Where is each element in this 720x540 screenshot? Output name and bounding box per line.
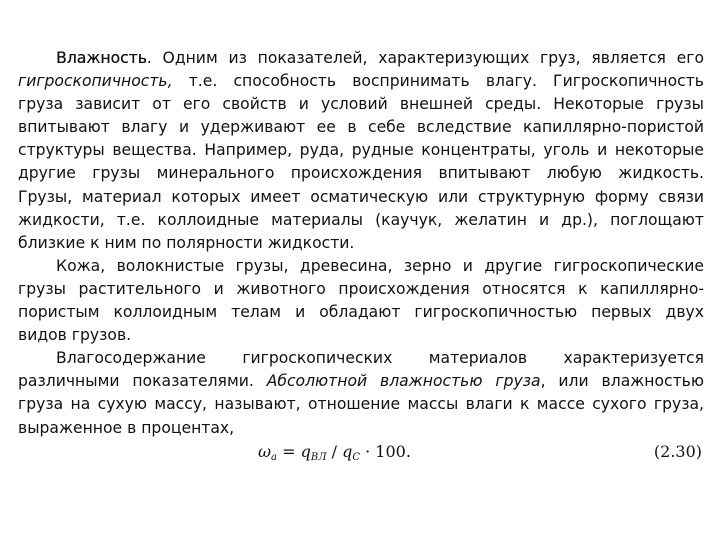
text-line: гигроскопичность, т.е. способность воспринимать влагу. Гигроскопичность <box>18 72 704 91</box>
text-line: Грузы, материал которых имеет осматическую или структурную форму связи <box>18 187 704 206</box>
text-line: различными показателями. Абсолютной влажностью груза, или влажностью <box>18 372 704 391</box>
text-line: близкие к ним по полярности жидкости. <box>18 233 355 252</box>
equation-number: (2.30) <box>653 441 702 461</box>
term-italic: Абсолютной влажностью груза <box>266 372 541 391</box>
text-line: пористым коллоидным телам и обладают гигроскопичностью первых двух <box>18 303 704 322</box>
text-line: Кожа, волокнистые грузы, древесина, зерно и другие гигроскопические <box>56 256 704 275</box>
text-line: выраженное в процентах, <box>18 418 235 437</box>
text-line: жидкости, т.е. коллоидные материалы (каучук, желатин и др.), поглощают <box>18 210 704 229</box>
text-line: груза на сухую массу, называют, отношение массы влаги к массе сухого груза, <box>18 395 704 414</box>
text-line: Влагосодержание гигроскопических материалов характеризуется <box>56 349 704 368</box>
term-italic: гигроскопичность, <box>18 72 173 91</box>
term-bold: Влажность <box>56 49 147 67</box>
text-line: видов грузов. <box>18 326 132 345</box>
text-line: грузы растительного и животного происхождения относятся к капиллярно- <box>18 279 704 298</box>
text-line: структуры вещества. Например, руда, рудные концентраты, уголь и некоторые <box>18 141 704 160</box>
formula-row <box>18 440 704 466</box>
body-text <box>18 47 704 466</box>
text-line: груза зависит от его свойств и условий внешней среды. Некоторые грузы <box>18 95 704 114</box>
text-line: другие грузы минерального происхождения впитывают любую жидкость. <box>18 164 704 183</box>
text-line: впитывают влагу и удерживают ее в себе вследствие капиллярно-пористой <box>18 118 704 137</box>
formula: $\omega_a = q_{ВЛ} / q_С \cdot 100$. <box>258 441 411 463</box>
text-line: Влажность. Одним из показателей, характеризующих груз, является его <box>56 49 704 67</box>
